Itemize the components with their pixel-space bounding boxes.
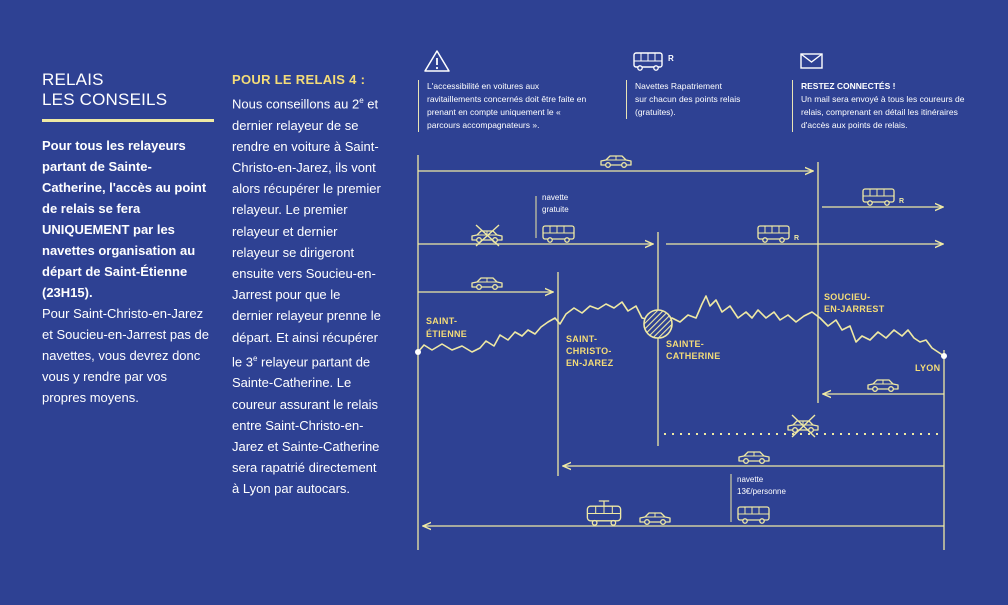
car-icon-3 [868,380,898,391]
bus-icon-2 [758,226,789,242]
bus-icon [863,189,894,205]
station-saint-etienne-l1: SAINT- [426,316,458,326]
title-line-1: RELAIS [42,70,104,89]
navette-paid-l2: 13€/personne [737,487,786,496]
station-soucieu-l2: EN-JARREST [824,304,885,314]
relais-4-heading: POUR LE RELAIS 4 : [232,72,366,87]
car-icon-4 [739,452,769,463]
ordinal-suffix-2: e [252,353,258,363]
ordinal-suffix-1: e [359,96,364,105]
station-lyon: LYON [915,363,941,373]
station-saint-christo-l1: SAINT- [566,334,598,344]
title-line-2: LES CONSEILS [42,90,168,109]
car-icon [601,156,631,167]
car-icon-5 [640,513,670,524]
connected-body: Un mail sera envoyé à tous les coureurs de relais, comprenant en détail les itinéraires d'accès aux points de relais. [801,94,965,130]
shuttles-line-1: Navettes Rapatriement [635,81,722,91]
station-sainte-catherine-l1: SAINTE- [666,339,705,349]
station-soucieu-l1: SOUCIEU- [824,292,871,302]
station-saint-etienne-l2: ÉTIENNE [426,329,468,339]
important-notice: Pour tous les relayeurs partant de Sainte-Catherine, l'accès au point de relais se fera UNIQUEMENT par les navettes organisation au départ de Saint-Étienne (23H15). [42,138,207,300]
r-badge-1: R [899,198,905,205]
relais-4-text-a: Nous conseillons au 2 [232,96,360,112]
own-means-notice: Pour Saint-Christo-en-Jarez et Soucieu-en-Jarrest pas de navettes, vous devrez donc vous y rendre par vos propres moyens. [42,306,209,405]
r-badge-2: R [794,235,800,242]
navette-gratuite-l1: navette [542,193,569,202]
car-icon-2 [472,278,502,289]
finish-point [941,353,947,359]
station-saint-christo-l3: EN-JAREZ [566,358,614,368]
paid-shuttle-bus-icon [738,507,769,523]
navette-gratuite-l2: gratuite [542,205,569,214]
relais-4-text-b: et dernier relayeur de se rendre en voiture à Saint-Christo-en-Jarez, ils vont alors récupérer le premier relayeur. Le premier relayeur et dernier relayeur se dirigeront ensuite vers Soucieu-en-Jarrest pour que le dernier relayeur prenne le départ. Et ainsi récupérer le 3 [232,96,381,370]
relay-4-marker-icon [644,310,672,338]
no-car-icon [472,225,502,246]
station-saint-christo-l2: CHRISTO- [566,346,612,356]
navette-paid-l1: navette [737,475,764,484]
shuttles-line-2: sur chacun des points relais (gratuites). [635,94,741,117]
shuttle-bus-icon [543,226,574,242]
r-badge-label: R [668,54,674,63]
station-sainte-catherine-l2: CATHERINE [666,351,721,361]
connected-title: RESTEZ CONNECTÉS ! [801,81,896,91]
accessibility-text: L'accessibilité en voitures aux ravitaillements concernés doit être faite en prenant en compte uniquement le « parcours accompagnateurs ». [418,80,594,132]
start-point [415,349,421,355]
tram-icon [587,501,620,525]
relais-4-text-c: relayeur partant de Sainte-Catherine. Le coureur assurant le relais entre Saint-Christo-en-Jarez et Sainte-Catherine sera rapatrié directement à Lyon par autocars. [232,354,380,497]
